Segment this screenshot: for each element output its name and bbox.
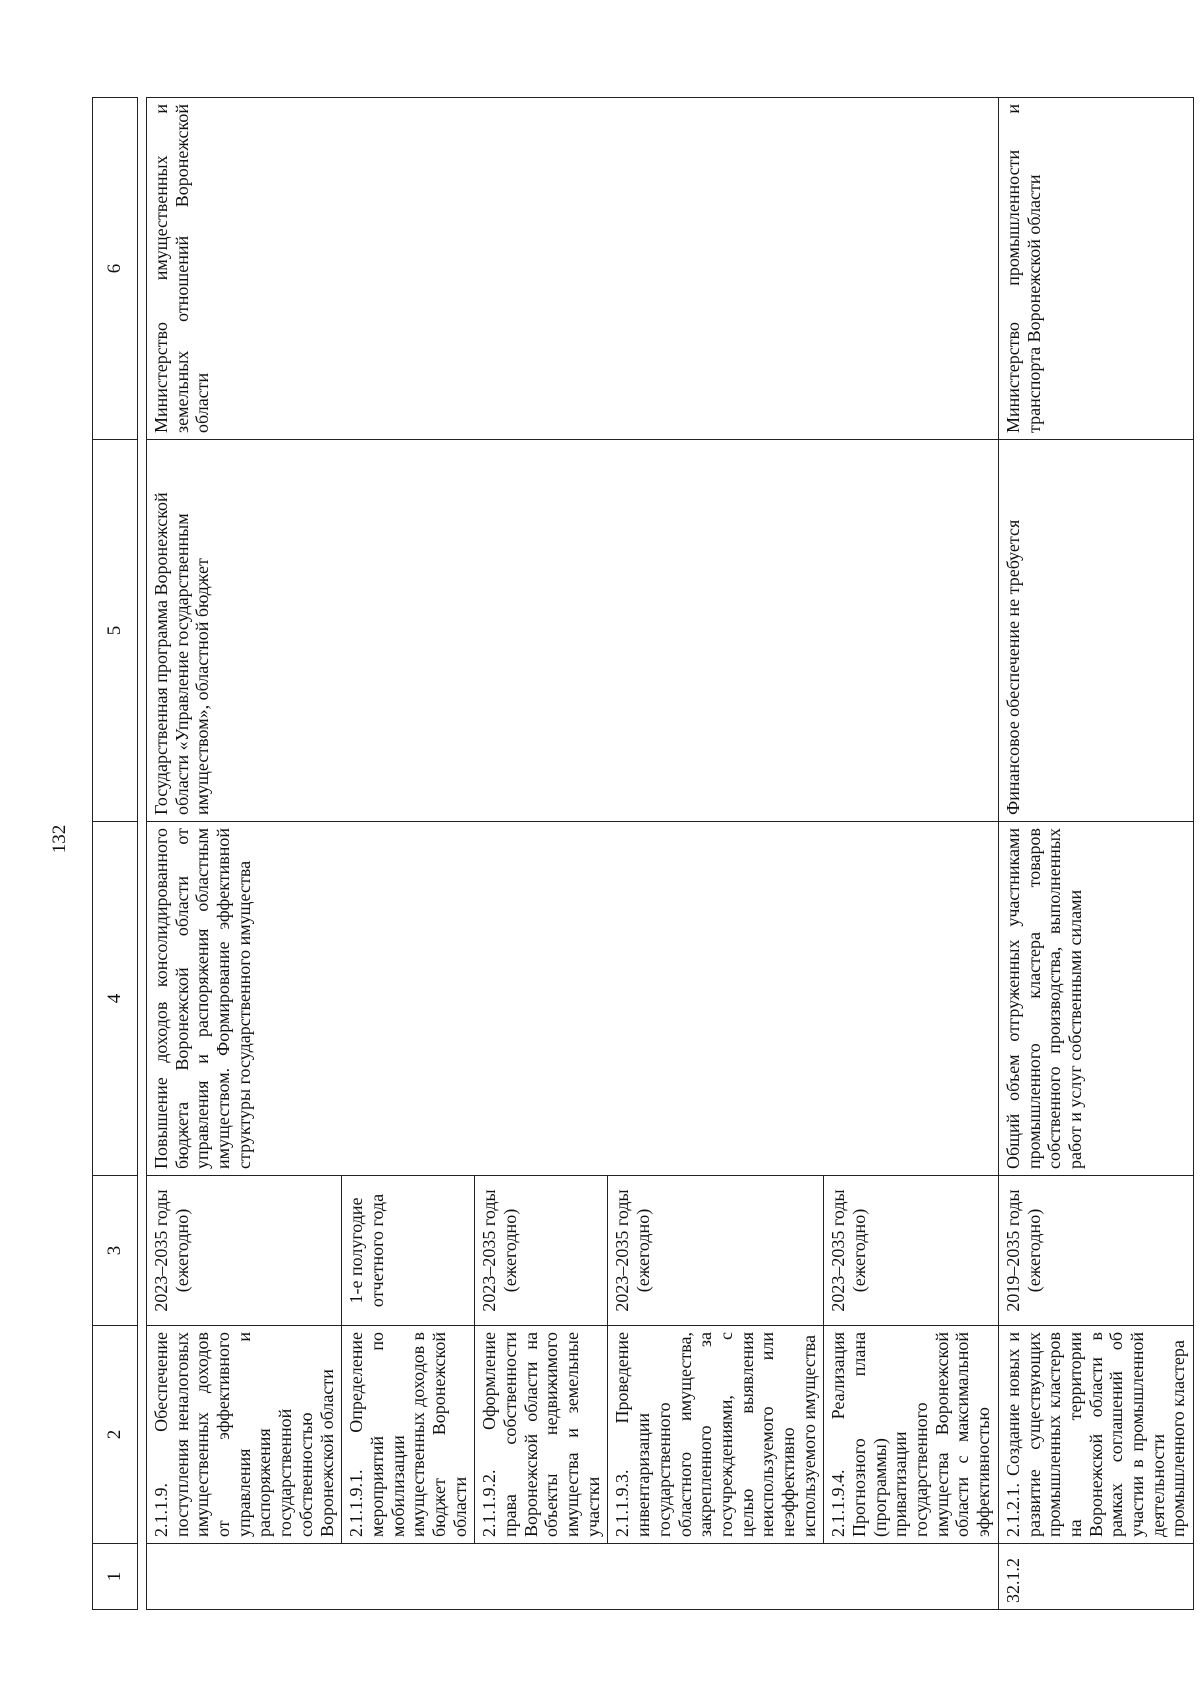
rotated-page [92, 98, 1189, 1610]
measure-result: Повышение доходов консолидированного бюджета Воронежской области от управления и распоряжения областным имуществом. Формирование эффективной структуры государственного имущества [147, 822, 999, 1176]
measures-table [92, 97, 1194, 1610]
measure-period: 2023–2035 годы (ежегодно) [608, 1176, 824, 1326]
measure-name: 2.1.1.9.4. Реализация Прогнозного плана (программы) приватизации государственного имущества Воронежской области с максимальной эффективностью [824, 1326, 999, 1544]
measure-result: Общий объем отгруженных участниками промышленного кластера товаров собственного производства, выполненных работ и услуг собственными силами [998, 822, 1193, 1176]
measure-name: 2.1.2.1. Создание новых и развитие существующих промышленных кластеров на территории Воронежской области в рамках соглашений об участии в промышленной деятельности промышленного кластера [998, 1326, 1193, 1544]
row-number [147, 1544, 999, 1610]
measure-period: 2023–2035 годы (ежегодно) [824, 1176, 999, 1326]
page-number: 132 [49, 824, 70, 854]
header-col-5: 5 [93, 440, 138, 822]
measure-name: 2.1.1.9.2. Оформление права собственности Воронежской области на объекты недвижимого имущества и земельные участки [475, 1326, 608, 1544]
table-header-row [93, 98, 138, 1610]
measure-period: 2023–2035 годы (ежегодно) [475, 1176, 608, 1326]
measure-name: 2.1.1.9. Обеспечение поступления неналоговых имущественных доходов от эффективного управления и распоряжения государственной собственностью Воронежской области [147, 1326, 342, 1544]
header-col-3: 3 [93, 1176, 138, 1326]
table-row [147, 98, 342, 1610]
table-row [998, 98, 1193, 1610]
measure-executor: Министерство имущественных и земельных отношений Воронежской области [147, 98, 999, 440]
measure-funding: Финансовое обеспечение не требуется [998, 440, 1193, 822]
measure-funding: Государственная программа Воронежской области «Управление государственным имуществом», областной бюджет [147, 440, 999, 822]
measure-name: 2.1.1.9.3. Проведение инвентаризации государственного областного имущества, закрепленного за госучреждениями, с целью выявления неиспользуемого или неэффективно используемого имущества [608, 1326, 824, 1544]
header-col-4: 4 [93, 822, 138, 1176]
measure-name: 2.1.1.9.1. Определение мероприятий по мобилизации имущественных доходов в бюджет Воронежской области [342, 1326, 475, 1544]
header-col-1: 1 [93, 1544, 138, 1610]
row-number: 32.1.2 [998, 1544, 1193, 1610]
measure-period: 2019–2035 годы (ежегодно) [998, 1176, 1193, 1326]
header-col-6: 6 [93, 98, 138, 440]
header-col-2: 2 [93, 1326, 138, 1544]
header-gap [138, 98, 147, 1610]
measure-period: 2023–2035 годы (ежегодно) [147, 1176, 342, 1326]
measure-period: 1-е полугодие отчетного года [342, 1176, 475, 1326]
measure-executor: Министерство промышленности и транспорта Воронежской области [998, 98, 1193, 440]
